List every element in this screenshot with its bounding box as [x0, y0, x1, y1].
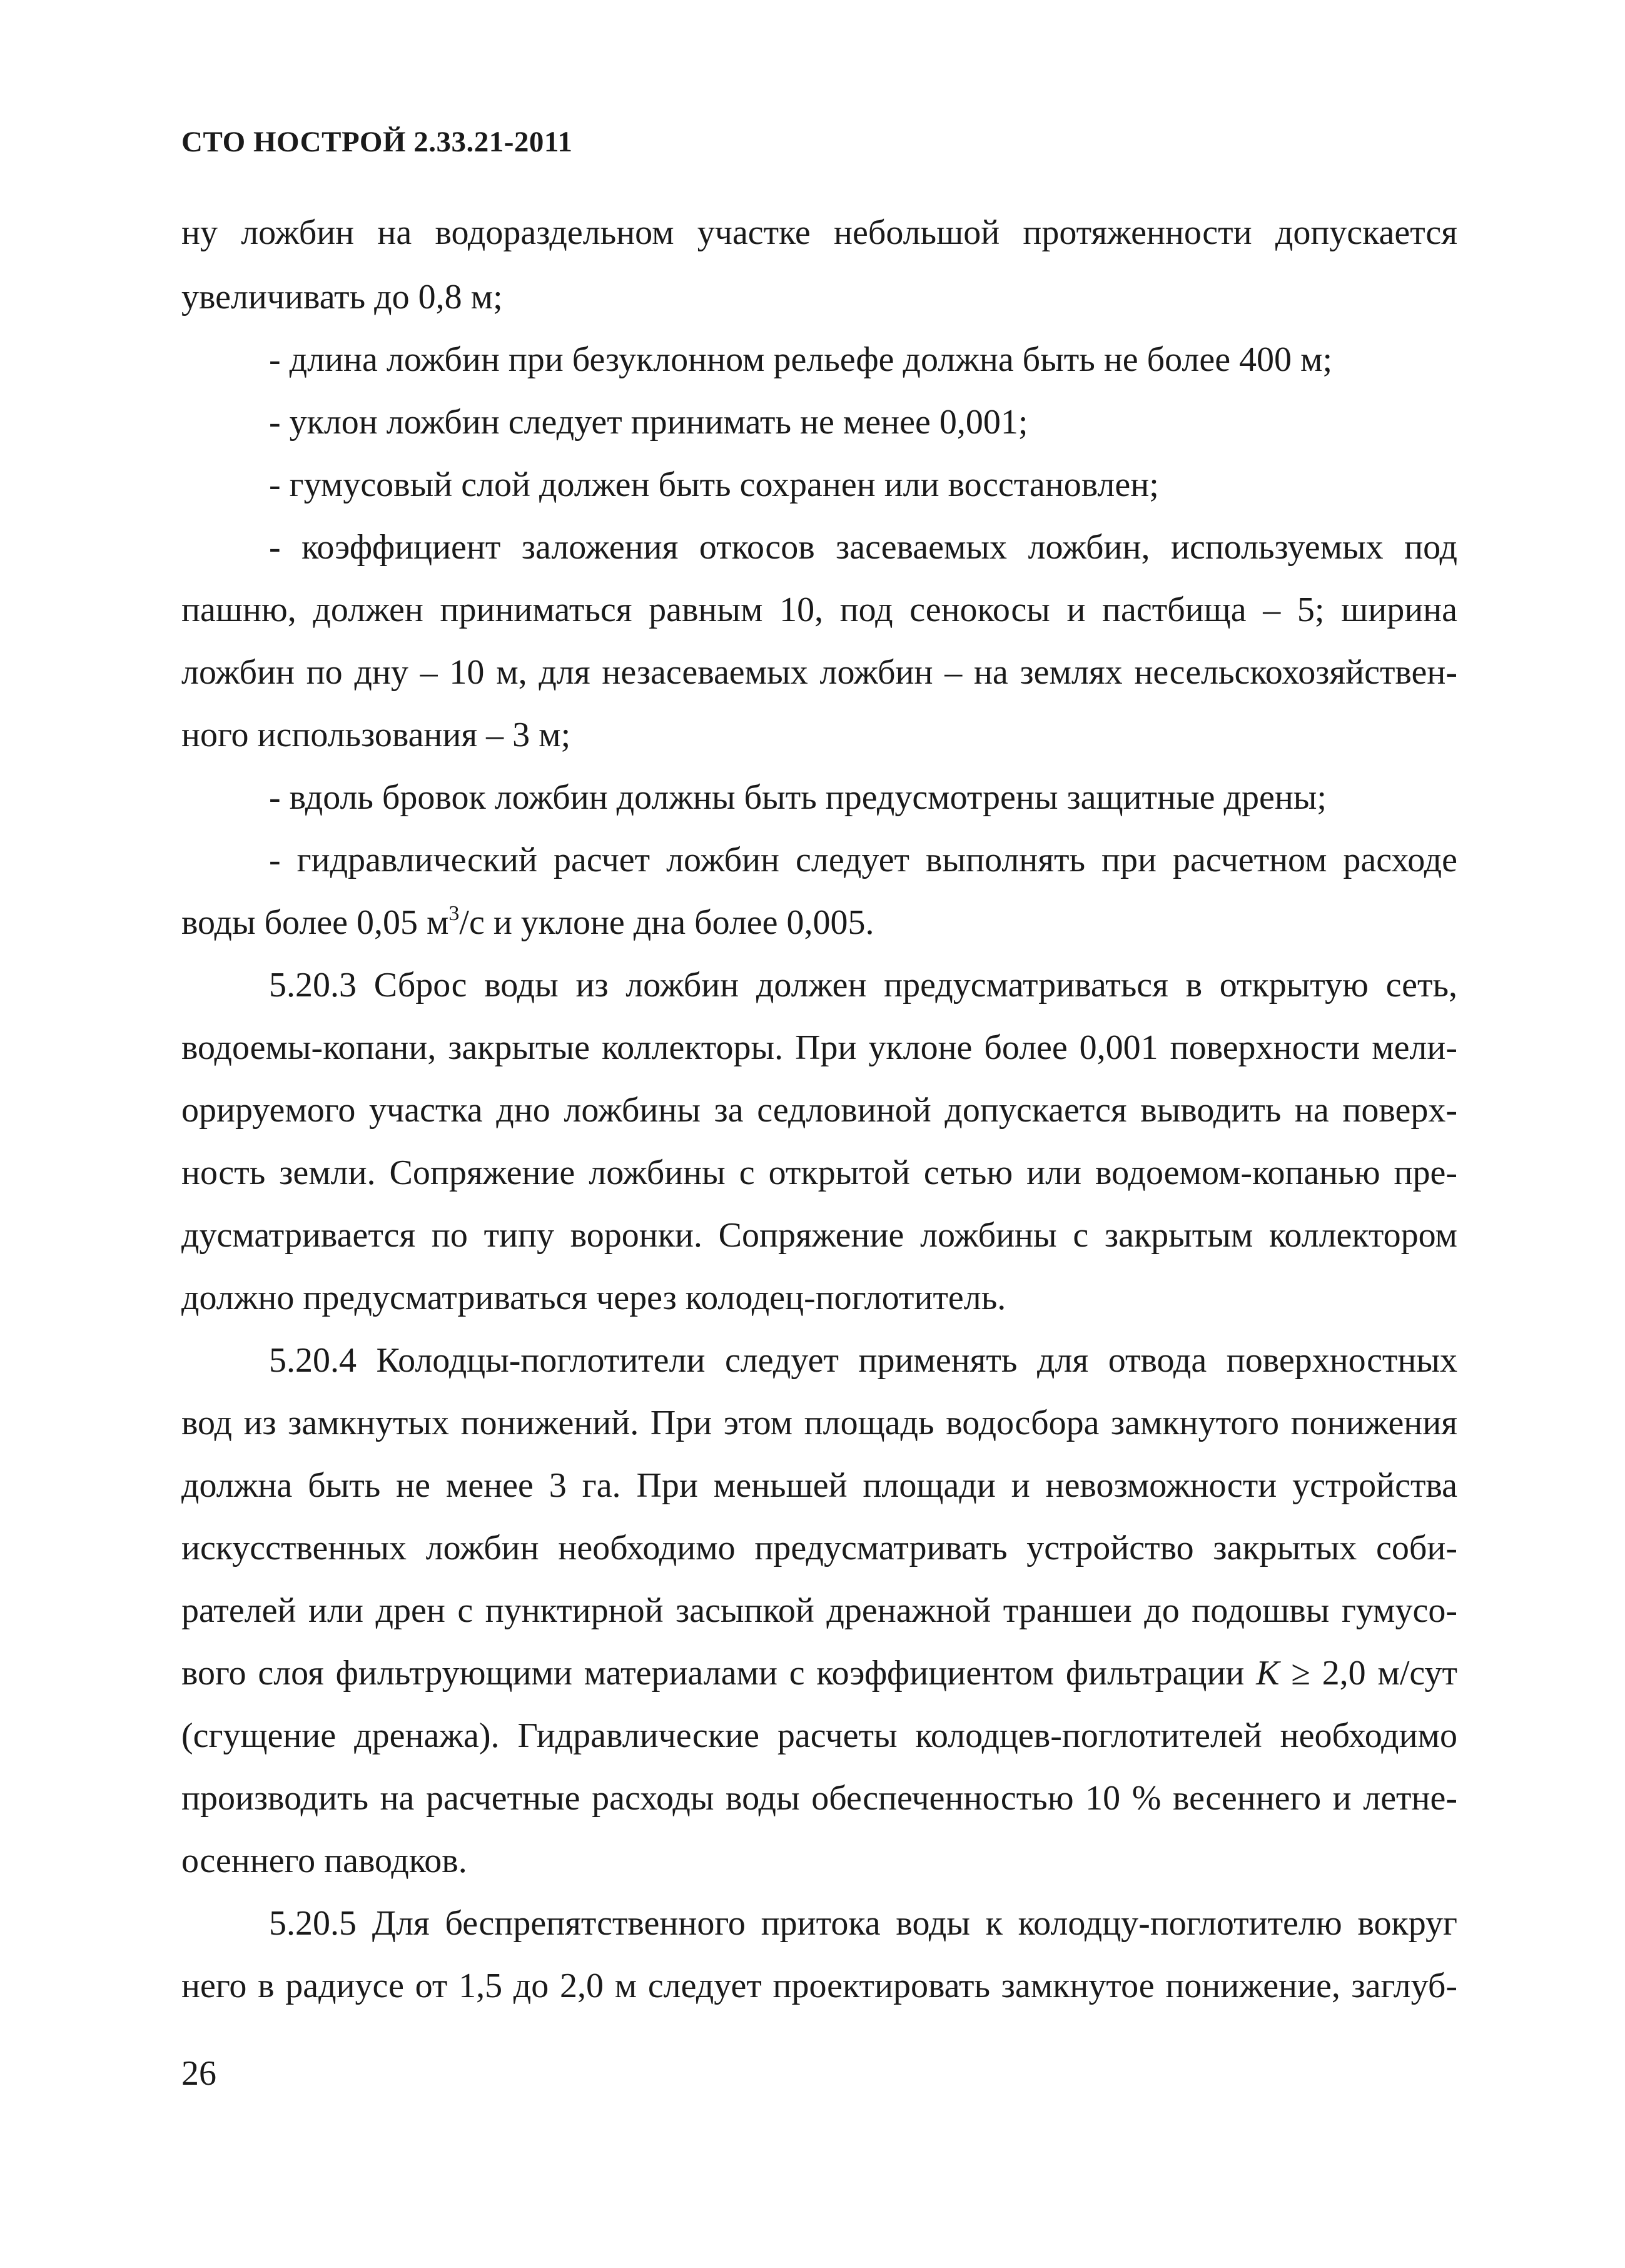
text-fragment: ≥ 2,0 м/сут	[1279, 1654, 1457, 1693]
text-line: него в радиусе от 1,5 до 2,0 м следует проектировать замкнутое понижение, заглуб-	[181, 1967, 1457, 2005]
text-line	[181, 1654, 1457, 1692]
text-line: должна быть не менее 3 га. При меньшей площади и невозможности устройства	[181, 1466, 1457, 1505]
text-line: ну ложбин на водораздельном участке небольшой протяженности допускается	[181, 213, 1457, 252]
text-line: ность земли. Сопряжение ложбины с открытой сетью или водоемом-копанью пре-	[181, 1153, 1457, 1192]
text-line: водоемы-копани, закрытые коллекторы. При уклоне более 0,001 поверхности мели-	[181, 1028, 1457, 1067]
text-line: искусственных ложбин необходимо предусматривать устройство закрытых соби-	[181, 1529, 1457, 1567]
paragraph-start-5-20-3: 5.20.3 Сброс воды из ложбин должен предусматриваться в открытую сеть,	[269, 966, 1457, 1005]
text-line	[181, 904, 1457, 941]
text-line: дусматривается по типу воронки. Сопряжение ложбины с закрытым коллектором	[181, 1216, 1457, 1255]
text-line: ного использования – 3 м;	[181, 716, 571, 754]
text-line: орируемого участка дно ложбины за седловиной допускается выводить на поверх-	[181, 1091, 1457, 1130]
standard-header: СТО НОСТРОЙ 2.33.21-2011	[181, 126, 573, 158]
text-line: должно предусматриваться через колодец-поглотитель.	[181, 1278, 1006, 1317]
superscript: 3	[448, 902, 460, 925]
list-item: - длина ложбин при безуклонном рельефе должна быть не более 400 м;	[269, 340, 1333, 379]
list-item: - гумусовый слой должен быть сохранен или восстановлен;	[269, 465, 1159, 504]
text-fragment: вого слоя фильтрующими материалами с коэффициентом фильтрации	[181, 1654, 1257, 1693]
paragraph-start-5-20-5: 5.20.5 Для беспрепятственного притока воды к колодцу-поглотителю вокруг	[269, 1904, 1457, 1943]
text-fragment: воды более 0,05 м	[181, 903, 449, 942]
text-line: пашню, должен приниматься равным 10, под сенокосы и пастбища – 5; ширина	[181, 590, 1457, 629]
text-line: рателей или дрен с пунктирной засыпкой дренажной траншеи до подошвы гумусо-	[181, 1591, 1457, 1630]
list-item: - гидравлический расчет ложбин следует выполнять при расчетном расходе	[269, 841, 1457, 879]
text-line: производить на расчетные расходы воды обеспеченностью 10 % весеннего и летне-	[181, 1779, 1457, 1818]
list-item: - уклон ложбин следует принимать не менее 0,001;	[269, 403, 1028, 442]
list-item: - вдоль бровок ложбин должны быть предусмотрены защитные дрены;	[269, 778, 1327, 817]
list-item: - коэффициент заложения откосов засеваемых ложбин, используемых под	[269, 528, 1457, 567]
paragraph-start-5-20-4: 5.20.4 Колодцы-поглотители следует применять для отвода поверхностных	[269, 1341, 1457, 1380]
text-line: осеннего паводков.	[181, 1841, 467, 1880]
coefficient-symbol: K	[1256, 1654, 1280, 1693]
text-line: вод из замкнутых понижений. При этом площадь водосбора замкнутого понижения	[181, 1404, 1457, 1442]
text-fragment: /с и уклоне дна более 0,005.	[459, 903, 874, 942]
text-line: (сгущение дренажа). Гидравлические расчеты колодцев-поглотителей необходимо	[181, 1716, 1457, 1755]
page-number: 26	[181, 2054, 216, 2093]
text-line: увеличивать до 0,8 м;	[181, 278, 503, 316]
text-line: ложбин по дну – 10 м, для незасеваемых ложбин – на землях несельскохозяйствен-	[181, 653, 1457, 692]
